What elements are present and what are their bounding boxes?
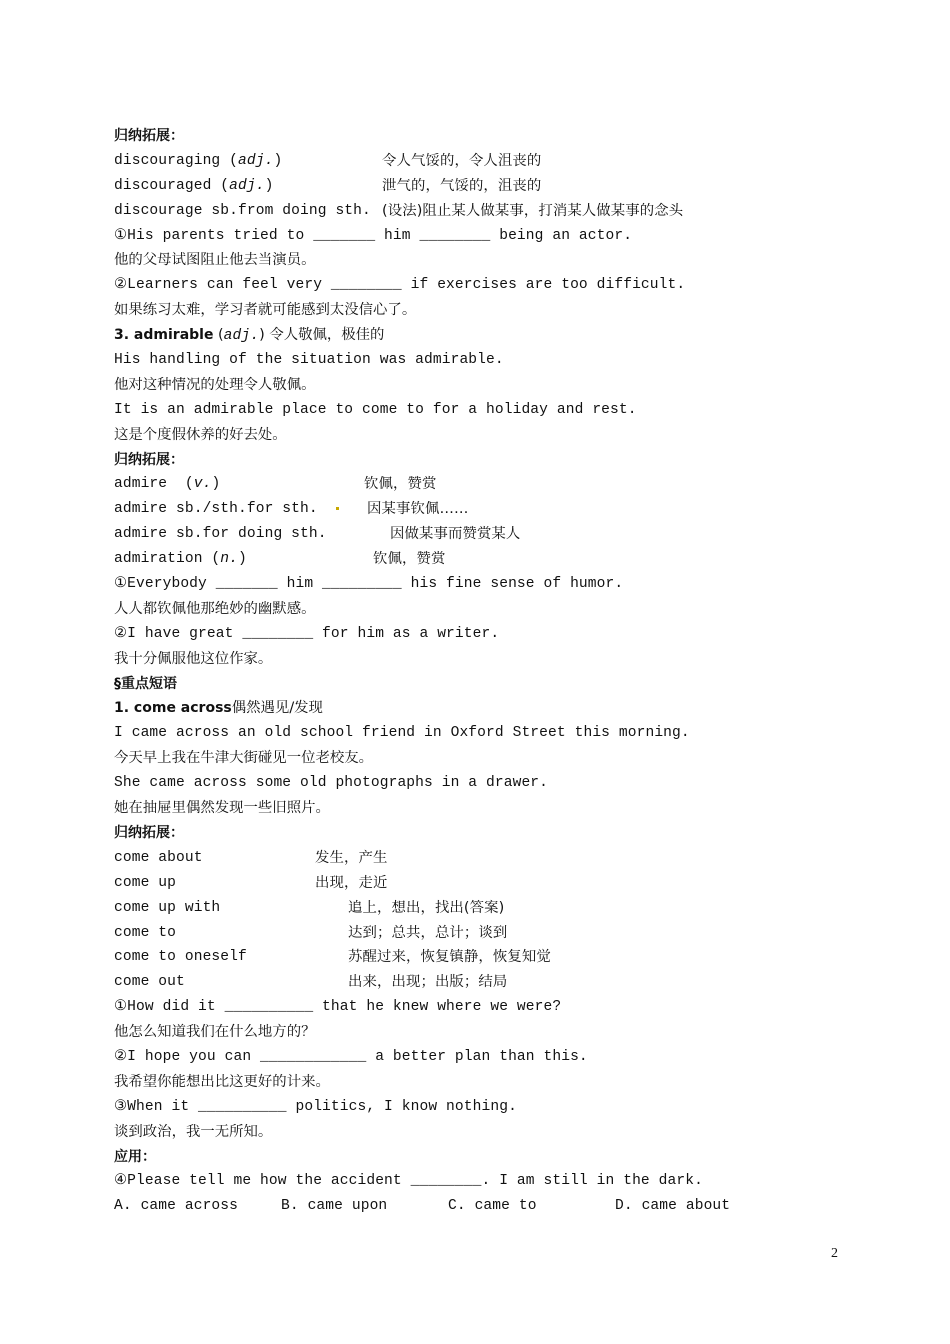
- vocab-term: come to oneself: [114, 949, 247, 966]
- vocab-term: admiration: [114, 551, 203, 568]
- summary-header: 归纳拓展：: [114, 128, 184, 144]
- example-en: ①How did it __________ that he knew where we were?: [114, 999, 562, 1016]
- vocab-term: come up: [114, 874, 177, 891]
- option-b: B. came upon: [281, 1198, 388, 1215]
- vocab-meaning: 出现，走近: [315, 874, 388, 891]
- vocab-row: [114, 522, 894, 547]
- word-heading: 3. admirable (adj.) 令人敬佩，极佳的: [114, 327, 385, 345]
- vocab-row: [114, 896, 894, 921]
- word-heading-pos: adj.: [223, 328, 260, 345]
- vocab-meaning: 钦佩，赞赏: [364, 476, 437, 493]
- example-en: ③When it __________ politics, I know nothing.: [114, 1098, 517, 1115]
- document-body: [114, 124, 894, 1219]
- decorative-dot: [336, 507, 339, 510]
- example-zh: 如果练习太难，学习者就可能感到太没信心了。: [114, 302, 417, 319]
- vocab-term: admire: [114, 476, 168, 493]
- vocab-meaning: 因做某事而赞赏某人: [390, 526, 521, 543]
- vocab-term: come out: [114, 974, 185, 991]
- example-en: ①His parents tried to _______ him ________ being an actor.: [114, 227, 633, 244]
- vocab-row: [114, 497, 894, 522]
- apply-header: 应用：: [114, 1148, 156, 1165]
- vocab-row: [114, 945, 894, 970]
- example-zh: 今天早上我在牛津大街碰见一位老校友。: [114, 750, 374, 767]
- vocab-row: [114, 921, 894, 946]
- example-en: His handling of the situation was admirable.: [114, 352, 504, 369]
- example-en: ①Everybody _______ him _________ his fine sense of humor.: [114, 576, 624, 593]
- vocab-row: discouraged (adj.) 泄气的，气馁的，沮丧的: [114, 174, 894, 199]
- vocab-term: discouraging: [114, 152, 221, 169]
- example-en: ②Learners can feel very ________ if exercises are too difficult.: [114, 277, 686, 294]
- vocab-meaning: 出来，出现；出版；结局: [348, 974, 508, 991]
- options-row: [114, 1194, 894, 1219]
- example-zh: 人人都钦佩他那绝妙的幽默感。: [114, 600, 316, 617]
- phrase-heading-meaning: 偶然遇见/发现: [231, 700, 323, 717]
- vocab-term: discourage sb.from doing sth.: [114, 202, 371, 219]
- vocab-term: come about: [114, 849, 203, 866]
- vocab-meaning: 钦佩，赞赏: [373, 551, 446, 568]
- vocab-row: admiration (n.) 钦佩，赞赏: [114, 547, 894, 572]
- phrase-heading: [114, 696, 894, 721]
- option-d: D. came about: [615, 1198, 731, 1215]
- summary-header: 归纳拓展：: [114, 451, 184, 468]
- vocab-meaning: 令人气馁的，令人沮丧的: [382, 152, 542, 169]
- vocab-meaning: 因某事钦佩……: [367, 501, 469, 518]
- vocab-pos: v.: [193, 476, 212, 493]
- vocab-row: discouraging (adj.) 令人气馁的，令人沮丧的: [114, 149, 894, 174]
- vocab-meaning: (设法)阻止某人做某事，打消某人做某事的念头: [382, 202, 684, 219]
- example-en: I came across an old school friend in Oxford Street this morning.: [114, 725, 690, 742]
- example-zh: 我希望你能想出比这更好的计来。: [114, 1073, 330, 1090]
- example-zh: 他对这种情况的处理令人敬佩。: [114, 376, 316, 393]
- example-en: It is an admirable place to come to for a holiday and rest.: [114, 401, 637, 418]
- option-a: A. came across: [114, 1198, 239, 1215]
- option-c: C. came to: [448, 1198, 537, 1215]
- example-en: She came across some old photographs in a drawer.: [114, 775, 549, 792]
- vocab-term: admire sb.for doing sth.: [114, 526, 327, 543]
- question-en: ④Please tell me how the accident ________. I am still in the dark.: [114, 1173, 703, 1190]
- example-zh: 我十分佩服他这位作家。: [114, 650, 273, 667]
- phrase-heading-term: 1. come across: [114, 700, 232, 717]
- example-en: ②I hope you can ____________ a better plan than this.: [114, 1048, 588, 1065]
- word-heading-meaning: 令人敬佩，极佳的: [269, 327, 385, 344]
- vocab-meaning: 泄气的，气馁的，沮丧的: [382, 177, 542, 194]
- example-zh: 这是个度假休养的好去处。: [114, 426, 287, 443]
- vocab-row: [114, 846, 894, 871]
- vocab-term: discouraged: [114, 177, 212, 194]
- example-zh: 他怎么知道我们在什么地方的？: [114, 1024, 316, 1041]
- vocab-pos: n.: [220, 551, 239, 568]
- example-zh: 她在抽屉里偶然发现一些旧照片。: [114, 800, 330, 817]
- vocab-row: admire (v.) 钦佩，赞赏: [114, 472, 894, 497]
- summary-header: 归纳拓展：: [114, 824, 184, 841]
- example-zh: 谈到政治，我一无所知。: [114, 1123, 273, 1140]
- vocab-pos: adj.: [238, 152, 274, 169]
- vocab-row: [114, 970, 894, 995]
- vocab-meaning: 达到；总共，总计；谈到: [348, 924, 508, 941]
- page-number: 2: [831, 1246, 838, 1261]
- vocab-row: [114, 199, 894, 224]
- vocab-meaning: 追上，想出，找出(答案): [348, 899, 505, 916]
- example-en: ②I have great ________ for him as a writer.: [114, 625, 500, 642]
- vocab-term: come to: [114, 924, 177, 941]
- vocab-meaning: 苏醒过来，恢复镇静，恢复知觉: [348, 949, 551, 966]
- vocab-term: come up with: [114, 899, 221, 916]
- vocab-meaning: 发生，产生: [315, 849, 388, 866]
- word-heading-term: 3. admirable: [114, 327, 214, 344]
- section-title: §重点短语: [114, 675, 177, 692]
- vocab-row: [114, 871, 894, 896]
- example-zh: 他的父母试图阻止他去当演员。: [114, 252, 316, 269]
- vocab-term: admire sb./sth.for sth.: [114, 501, 318, 518]
- vocab-pos: adj.: [229, 177, 265, 194]
